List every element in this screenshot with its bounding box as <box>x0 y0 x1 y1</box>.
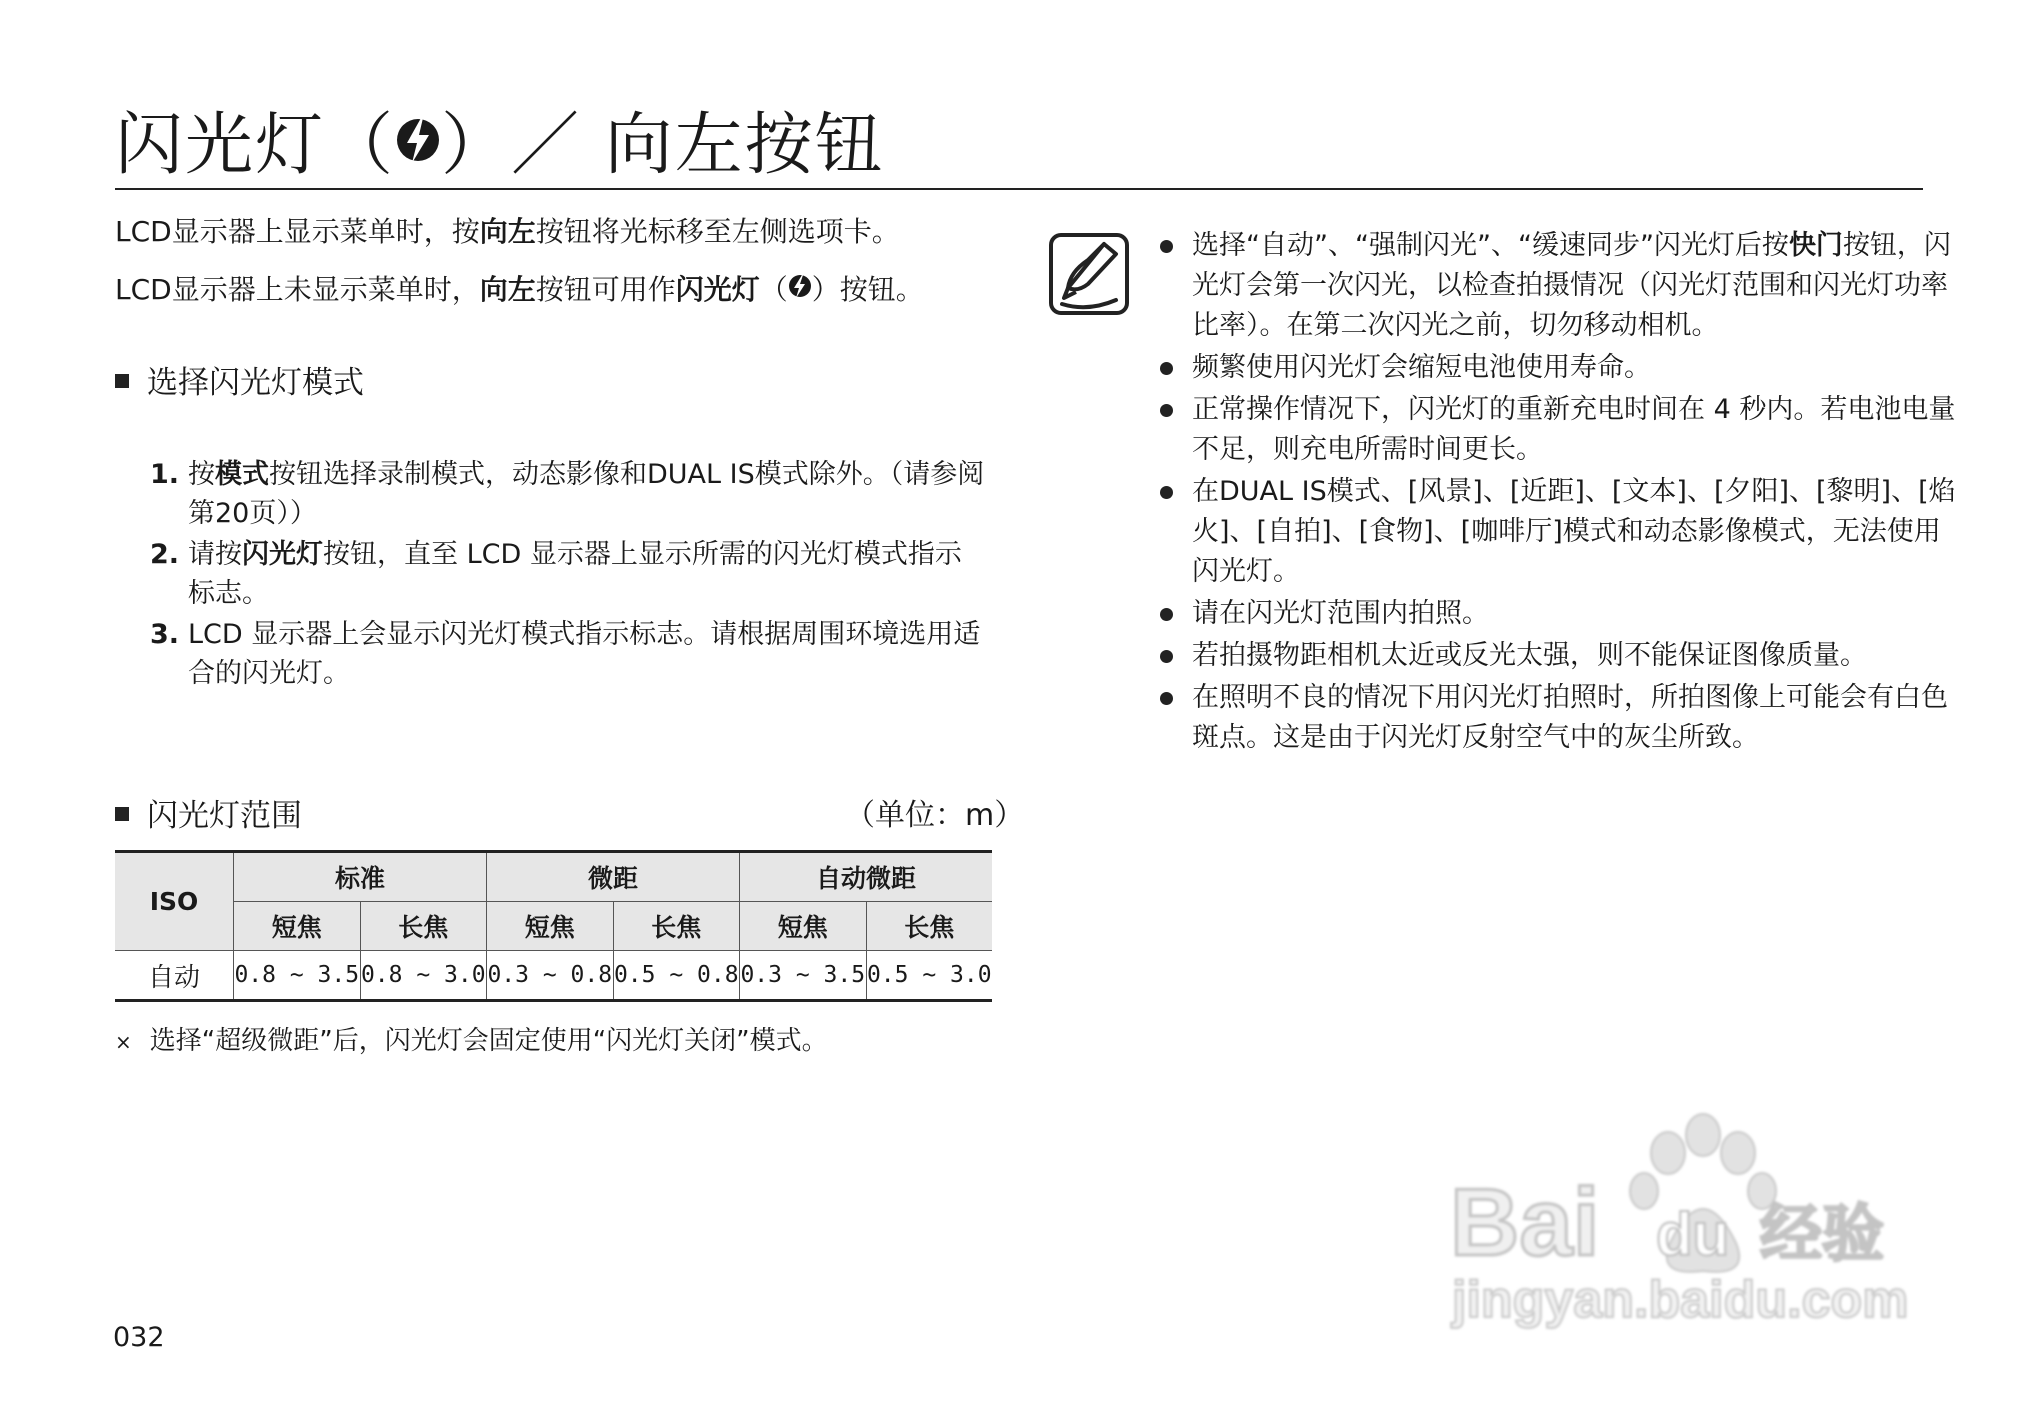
watermark-brand: Bai <box>1450 1169 1600 1276</box>
bullet-icon <box>1160 650 1173 663</box>
intro-line-2-bold-2: 闪光灯 <box>675 273 760 306</box>
note-text: 正常操作情况下，闪光灯的重新充电时间在 4 秒内。若电池电量不足，则充电所需时间更长。 <box>1192 394 1956 465</box>
table-row-label: 自动 <box>115 951 234 1001</box>
bullet-icon <box>1160 362 1173 375</box>
square-bullet-icon <box>115 374 129 388</box>
watermark-brand-tail: du <box>1656 1201 1730 1268</box>
note-text: 请在闪光灯范围内拍照。 <box>1192 598 1489 629</box>
step-text-prefix: 请按 <box>188 539 242 570</box>
intro-line-2-paren-open: （ <box>759 273 788 306</box>
table-subheader: 短焦 <box>234 902 361 951</box>
step-item <box>150 455 985 533</box>
title-divider <box>115 188 1923 190</box>
note-pencil-icon <box>1048 232 1130 316</box>
bullet-icon <box>1160 240 1173 253</box>
section-heading-flash-range <box>115 795 302 837</box>
table-subheader: 短焦 <box>740 902 867 951</box>
step-text-suffix: 按钮，直至 LCD 显示器上显示所需的闪光灯模式指示标志。 <box>188 539 962 609</box>
step-text-bold: 闪光灯 <box>242 539 323 570</box>
table-cell: 0.5 ~ 0.8 <box>613 951 740 1001</box>
list-item <box>1158 678 1958 758</box>
page-number: 032 <box>113 1322 165 1353</box>
square-bullet-icon <box>115 807 129 821</box>
list-item <box>1158 348 1958 388</box>
step-item <box>150 615 985 693</box>
intro-line-2-middle: 按钮可用作 <box>535 273 676 306</box>
table-cell: 0.3 ~ 0.8 <box>487 951 614 1001</box>
list-item <box>1158 472 1958 592</box>
bullet-icon <box>1160 404 1173 417</box>
table-cell: 0.5 ~ 3.0 <box>866 951 992 1001</box>
note-text: 在照明不良的情况下用闪光灯拍照时，所拍图像上可能会有白色斑点。这是由于闪光灯反射空气中的灰尘所致。 <box>1192 682 1948 753</box>
baidu-watermark <box>1430 1105 1930 1335</box>
step-number: 3. <box>150 619 180 650</box>
list-item <box>1158 594 1958 634</box>
intro-line-1 <box>115 212 900 252</box>
step-number: 1. <box>150 459 180 490</box>
bullet-icon <box>1160 486 1173 499</box>
watermark-brand-cn: 经验 <box>1760 1197 1885 1270</box>
table-row <box>115 951 992 1001</box>
step-text-bold: 模式 <box>215 459 269 490</box>
step-text-prefix: 按 <box>188 459 215 490</box>
table-cell: 0.8 ~ 3.0 <box>360 951 487 1001</box>
table-subheader: 长焦 <box>866 902 992 951</box>
bullet-icon <box>1160 608 1173 621</box>
note-text: 在DUAL IS模式、[风景]、[近距]、[文本]、[夕阳]、[黎明]、[焰火]、[自拍]、[食物]、[咖啡厅]模式和动态影像模式，无法使用闪光灯。 <box>1192 476 1956 587</box>
table-header-group: 自动微距 <box>740 852 993 902</box>
intro-line-2-paren-close: ）按钮。 <box>811 273 924 306</box>
note-text-bold: 快门 <box>1788 230 1843 261</box>
notes-list <box>1158 226 1958 760</box>
bullet-icon <box>1160 692 1173 705</box>
intro-line-2-prefix: LCD显示器上未显示菜单时， <box>115 273 480 306</box>
table-header-group: 微距 <box>487 852 740 902</box>
watermark-url: jingyan.baidu.com <box>1452 1271 1909 1329</box>
note-text: 频繁使用闪光灯会缩短电池使用寿命。 <box>1192 352 1651 383</box>
table-cell: 0.3 ~ 3.5 <box>740 951 867 1001</box>
step-text: LCD 显示器上会显示闪光灯模式指示标志。请根据周围环境选用适合的闪光灯。 <box>188 619 981 689</box>
footnote-text: 选择“超级微距”后，闪光灯会固定使用“闪光灯关闭”模式。 <box>149 1026 828 1056</box>
flash-icon <box>395 107 441 191</box>
step-item <box>150 535 985 613</box>
step-text-suffix: 按钮选择录制模式，动态影像和DUAL IS模式除外。（请参阅第20页）） <box>188 459 985 529</box>
intro-line-1-suffix: 按钮将光标移至左侧选项卡。 <box>535 215 900 248</box>
flash-range-table <box>115 850 992 1002</box>
page-title-main: 闪光灯（ <box>115 106 396 185</box>
list-item <box>1158 636 1958 676</box>
page-title <box>115 104 885 191</box>
table-subheader: 长焦 <box>360 902 487 951</box>
table-header-iso: ISO <box>115 852 234 951</box>
unit-label: （单位：m） <box>845 798 1025 833</box>
table-subheader: 长焦 <box>613 902 740 951</box>
footnote <box>115 1022 828 1061</box>
intro-line-2-bold-1: 向左 <box>479 273 536 306</box>
note-text-prefix: 选择“自动”、“强制闪光”、“缓速同步”闪光灯后按 <box>1192 230 1789 261</box>
page-title-suffix: ）／ 向左按钮 <box>441 106 885 185</box>
list-item <box>1158 226 1958 346</box>
section-heading-flash-mode <box>115 362 364 404</box>
table-subheader: 短焦 <box>487 902 614 951</box>
intro-line-2 <box>115 270 924 312</box>
table-cell: 0.8 ~ 3.5 <box>234 951 361 1001</box>
intro-line-1-prefix: LCD显示器上显示菜单时，按 <box>115 215 480 248</box>
section-heading-flash-range-text: 闪光灯范围 <box>147 798 302 834</box>
step-number: 2. <box>150 539 180 570</box>
table-header-group: 标准 <box>234 852 487 902</box>
note-text: 若拍摄物距相机太近或反光太强，则不能保证图像质量。 <box>1192 640 1867 671</box>
note-text-suffix: 按钮，闪光灯会第一次闪光，以检查拍摄情况（闪光灯范围和闪光灯功率比率）。在第二次闪光之前，切勿移动相机。 <box>1192 230 1951 341</box>
flash-mode-steps <box>150 455 985 695</box>
list-item <box>1158 390 1958 470</box>
footnote-mark: × <box>115 1030 132 1054</box>
table-header-row <box>115 852 992 902</box>
flash-icon <box>788 271 812 312</box>
table-subheader-row <box>115 902 992 951</box>
section-heading-flash-mode-text: 选择闪光灯模式 <box>147 365 364 401</box>
intro-line-1-bold: 向左 <box>479 215 536 248</box>
